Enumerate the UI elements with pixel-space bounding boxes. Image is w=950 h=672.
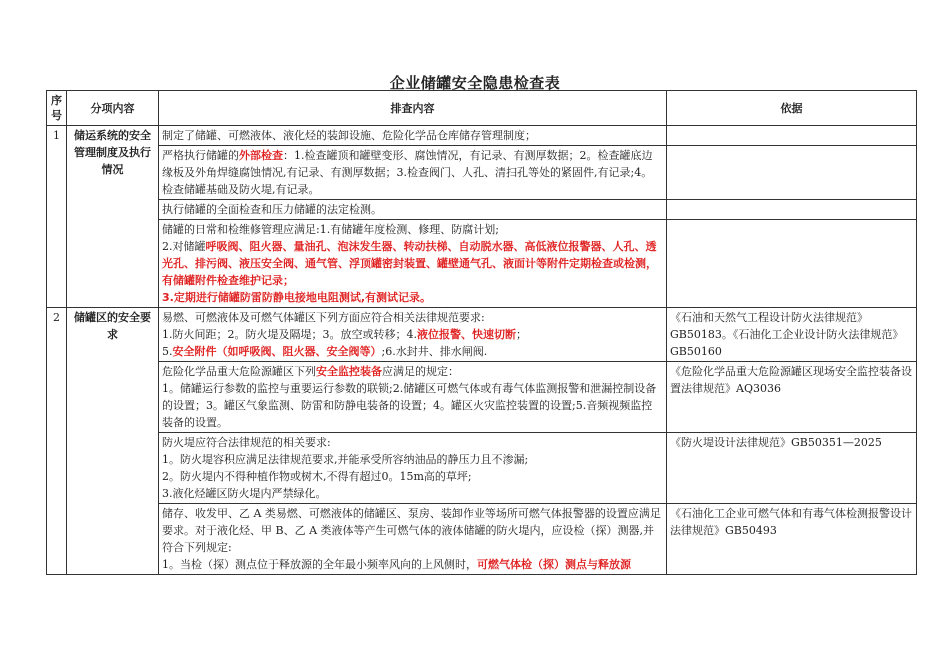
highlight-text: 可燃气体检（探）测点与释放源 (477, 558, 631, 571)
basis-cell: 《石油化工企业可燃气体和有毒气体检测报警设计法律规范》GB50493 (667, 504, 917, 575)
content-line: 1。防火堤容积应满足法律规范要求,并能承受所容纳油品的静压力且不渗漏; (162, 453, 529, 466)
header-category: 分项内容 (67, 91, 159, 126)
content-line: 防火堤应符合法律规范的相关要求: (162, 436, 331, 449)
content-line: 3.液化烃罐区防火堤内严禁绿化。 (162, 487, 327, 500)
content-text: ;6.水封井、排水闸阀. (381, 345, 488, 358)
content-text: 1.防火间距；2。防火堤及隔堤；3。放空或转移；4. (162, 328, 417, 341)
highlight-line: 3.定期进行储罐防雷防静电接地电阻测试,有测试记录。 (162, 291, 432, 304)
content-cell (159, 146, 667, 200)
content-line (162, 363, 663, 380)
table-row (47, 220, 917, 308)
table-row (47, 504, 917, 575)
highlight-text: 安全附件（如呼吸阀、阻火器、安全阀等） (172, 345, 382, 358)
basis-cell (667, 126, 917, 146)
seq-cell-1: 1 (47, 126, 67, 308)
content-cell: 制定了储罐、可燃液体、液化烃的装卸设施、危险化学品仓库储存管理制度； (159, 126, 667, 146)
table-row (47, 433, 917, 504)
content-cell (159, 362, 667, 433)
seq-cell-2: 2 (47, 308, 67, 575)
table-row (47, 126, 917, 146)
content-line: 易燃、可燃液体及可燃气体罐区下列方面应符合相关法律规范要求: (162, 311, 485, 324)
basis-cell (667, 200, 917, 220)
basis-cell (667, 146, 917, 200)
highlight-text: 安全监控装备 (316, 365, 382, 378)
highlight-text: 外部检查 (239, 149, 283, 162)
content-cell: 执行储罐的全面检查和压力储罐的法定检测。 (159, 200, 667, 220)
basis-cell: 《石油和天然气工程设计防火法律规范》GB50183。《石油化工企业设计防火法律规范》GB50160 (667, 308, 917, 362)
table-row (47, 146, 917, 200)
content-line (162, 556, 663, 573)
content-cell (159, 433, 667, 504)
basis-cell: 《危险化学品重大危险源罐区现场安全监控装备设置法律规范》AQ3036 (667, 362, 917, 433)
basis-cell: 《防火堤设计法律规范》GB50351—2025 (667, 433, 917, 504)
highlight-text: 呼吸阀、阻火器、量油孔、泡沫发生器、转动扶梯、自动脱水器、高低液位报警器、人孔、透光孔、排污阀、液压安全阀、通气管、浮顶罐密封装置、罐壁通气孔、液面计等附件定期检查或检测，有储罐附件检查维护记录； (162, 240, 657, 287)
header-row (47, 91, 917, 126)
category-cell-1: 储运系统的安全管理制度及执行情况 (67, 126, 159, 308)
header-seq: 序号 (47, 91, 67, 126)
content-text: 危险化学品重大危险源罐区下列 (162, 365, 316, 378)
content-text: ：1.检查罐顶和罐壁变形、腐蚀情况，有记录、有测厚数据；2。检查罐底边缘板及外角焊缝腐蚀情况,有记录、有测厚数据；3.检查阀门、人孔、清扫孔等处的紧固件,有记录;4。检查储罐基础及防火堤,有记录。 (162, 149, 653, 196)
content-line (162, 326, 663, 343)
content-line: 储存、收发甲、乙 A 类易燃、可燃液体的储罐区、泵房、装卸作业等场所可燃气体报警器的设置应满足要求。对于液化烃、甲 B、乙 A 类液体等产生可燃气体的液体储罐的防火堤内，应设检（探）测器,并符合下列规定: (162, 507, 661, 554)
inspection-table (46, 90, 917, 575)
category-cell-2: 储罐区的安全要求 (67, 308, 159, 575)
content-cell (159, 308, 667, 362)
content-line (162, 343, 663, 360)
content-line: 2。防火堤内不得种植作物或树木,不得有超过0。15m高的草坪; (162, 470, 472, 483)
header-basis: 依据 (667, 91, 917, 126)
content-line (162, 238, 663, 289)
content-cell (159, 504, 667, 575)
content-text: ； (516, 328, 527, 341)
content-cell (159, 220, 667, 308)
table-row (47, 308, 917, 362)
content-text: 1。当检（探）测点位于释放源的全年最小频率风向的上风侧时， (162, 558, 477, 571)
highlight-text: 液位报警、快速切断 (417, 328, 516, 341)
basis-cell (667, 220, 917, 308)
content-text: 2.对储罐 (162, 240, 206, 253)
table-row (47, 200, 917, 220)
content-text: 5. (162, 345, 173, 358)
table-row (47, 362, 917, 433)
content-text: 应满足的规定： (382, 365, 459, 378)
content-line: 储罐的日常和检维修管理应满足:1.有储罐年度检测、修理、防腐计划; (162, 223, 499, 236)
content-line: 1。储罐运行参数的监控与重要运行参数的联锁;2.储罐区可燃气体或有毒气体监测报警和泄漏控制设备的设置；3。罐区气象监测、防雷和防静电装备的设置；4。罐区火灾监控装置的设置;5.音频视频监控装备的设置。 (162, 382, 657, 429)
page-title: 企业储罐安全隐患检查表 (389, 74, 561, 92)
content-text: 严格执行储罐的 (162, 149, 239, 162)
header-content: 排查内容 (159, 91, 667, 126)
